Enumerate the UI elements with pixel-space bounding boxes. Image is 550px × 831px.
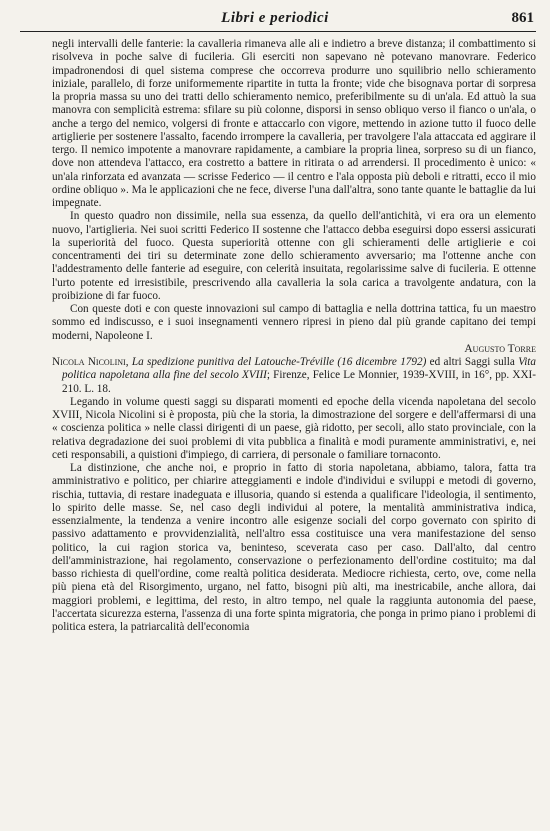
- review-title-rest: ed altri Saggi sulla: [429, 356, 515, 368]
- header-rule: [20, 31, 536, 32]
- article-paragraph: negli intervalli delle fanterie: la cavalleria rimaneva alle ali e indietro a breve distanza; il combattimento si risolveva in poche salve di fucileria. Gli eserciti non sapevano nè potevano manovrare. Federico impadronendosi di quel sistema comprese che occorreva produrre uno squilibrio nello schieramento iniziale, parallelo, di forze uniformemente ripartite in tutta la fronte; vide che bisognava portar di sorpresa la propria massa su uno dei tratti dello schieramento nemico, preferibilmente su di un'ala. Ed attuò la sua manovra con semplicità estrema: sfilare su più colonne, disporsi in senso obliquo verso il fianco o un'ala, o anche a tergo del nemico, volgersi di fronte e attaccarlo con vigore, mettendo in azione tutto il fuoco delle artiglierie per sostenere l'assalto, facendo irrompere la cavalleria, per travolgere l'ala attaccata ed aggirare il tergo. Il nemico impotente a manovrare rapidamente, a cambiare la propria linea, sorpreso su di un fianco, dove non attendeva l'attacco, era costretto a battere in ritirata o ad arrendersi. Il procedimento è unico: « un'ala rinforzata ed avanzata — scrisse Federico — il centro e l'ala opposta più deboli e ritratti, ecco il mio ordine obliquo ». Ma le applicazioni che ne fece, diverse l'una dall'altra, sono tante quante le battaglie da lui impegnate.: [52, 38, 536, 209]
- review-paragraph: La distinzione, che anche noi, e proprio in fatto di storia napoletana, abbiamo, talora, fatta tra amministrativo e politico, per chiarire atteggiamenti e indole d'individui e sviluppi e metodi di governo, rischia, tuttavia, di restare inadeguata e illusoria, quando si estenda a qualificare l'ideologia, il sentimento, lo spirito delle masse. Se, nel caso degli individui al potere, la mentalità amministrativa indica, essenzialmente, la tendenza a venire incontro alle esigenze sociali del corpo governato con spirito di passivo adattamento e provvidenzialità, nell'altro essa costituisce una vera manifestazione del senso politico, la cui ragion storica va, beninteso, sceverata caso per caso. Dall'alto, dal centro dell'amministrazione, hai regolamento, conservazione o perfezionamento dell'ordine costituito; ma dal basso richiesta di quell'ordine, come realtà politica desiderata. Mediocre richiesta, certo, ove, come nella più piena età del Risorgimento, urgano, nel fatto, bisogni più alti, ma inestricabile, anche allora, dai maggiori problemi, e legittima, del resto, in altro tempo, nel quale la raggiunta autonomia del paese, l'accertata sicurezza esterna, l'assenza di una forte spinta migratoria, che ponga in primo piano i problemi di politica estera, la patriarcalità dell'economia: [52, 462, 536, 633]
- review-title: La spedizione punitiva del Latouche-Tréville (16 dicembre 1792): [131, 356, 427, 368]
- review-publication: ; Firenze, Felice Le Monnier, 1939-XVIII, in 16°, pp. XXI-210. L. 18.: [62, 369, 536, 395]
- author-signature: Augusto Torre: [464, 342, 536, 355]
- page-number: 861: [511, 10, 534, 26]
- article-paragraph: In questo quadro non dissimile, nella sua essenza, da quello dell'antichità, vi era ora un elemento nuovo, l'artiglieria. Nei suoi scritti Federico II sostenne che l'attacco debba eseguirsi dopo essersi assicurati la superiorità del fuoco. Questa superiorità ottenne con gli schieramenti delle artiglierie e coi concentramenti dei tiri su determinate zone dello schieramento avversario; ma l'ottenne anche con l'addestramento delle fanterie ad eseguire, con celerità insuitata, regolarissime salve di fucileria. E ottenne l'urto potente ed irresistibile, prescrivendo alla cavalleria la sola carica a travolgente andatura, con la proibizione di far fuoco.: [52, 210, 536, 302]
- running-title: Libri e periodici: [221, 10, 329, 26]
- review-subtitle: Vita politica napoletana alla fine del secolo XVIII: [62, 356, 537, 382]
- review-author: Nicola Nicolini: [52, 356, 126, 368]
- article-paragraph: Con queste doti e con queste innovazioni sul campo di battaglia e nella dottrina tattica, fu un maestro sommo ed indiscusso, e i suoi insegnamenti vennero ripresi in pieno dal più grande capitano dei tempi moderni, Napoleone I.: [52, 303, 536, 342]
- page-body: [52, 38, 536, 634]
- review-paragraph: Legando in volume questi saggi su disparati momenti ed epoche della vicenda napoletana del secolo XVIII, Nicola Nicolini si è proposta, più che la storia, la dimostrazione del sorgere e dell'affermarsi di una « coscienza politica » nelle classi dirigenti di un paese, già ridotto, per secoli, allo stato provinciale, con la relativa degradazione dei suoi problemi di vita pubblica a finalità e modi puramente amministrativi, e, nei ceti responsabili, a quistioni d'impiego, di carriera, di personale o familiare tornaconto.: [52, 395, 536, 461]
- review-heading: Nicola Nicolini, La spedizione punitiva del Latouche-Tréville (16 dicembre 1792) ed altri Saggi sulla Vita politica napoletana alla fine del secolo XVIII; Firenze, Felice Le Monnier, 1939-XVIII, in 16°, pp. XXI-210. L. 18.: [52, 356, 537, 395]
